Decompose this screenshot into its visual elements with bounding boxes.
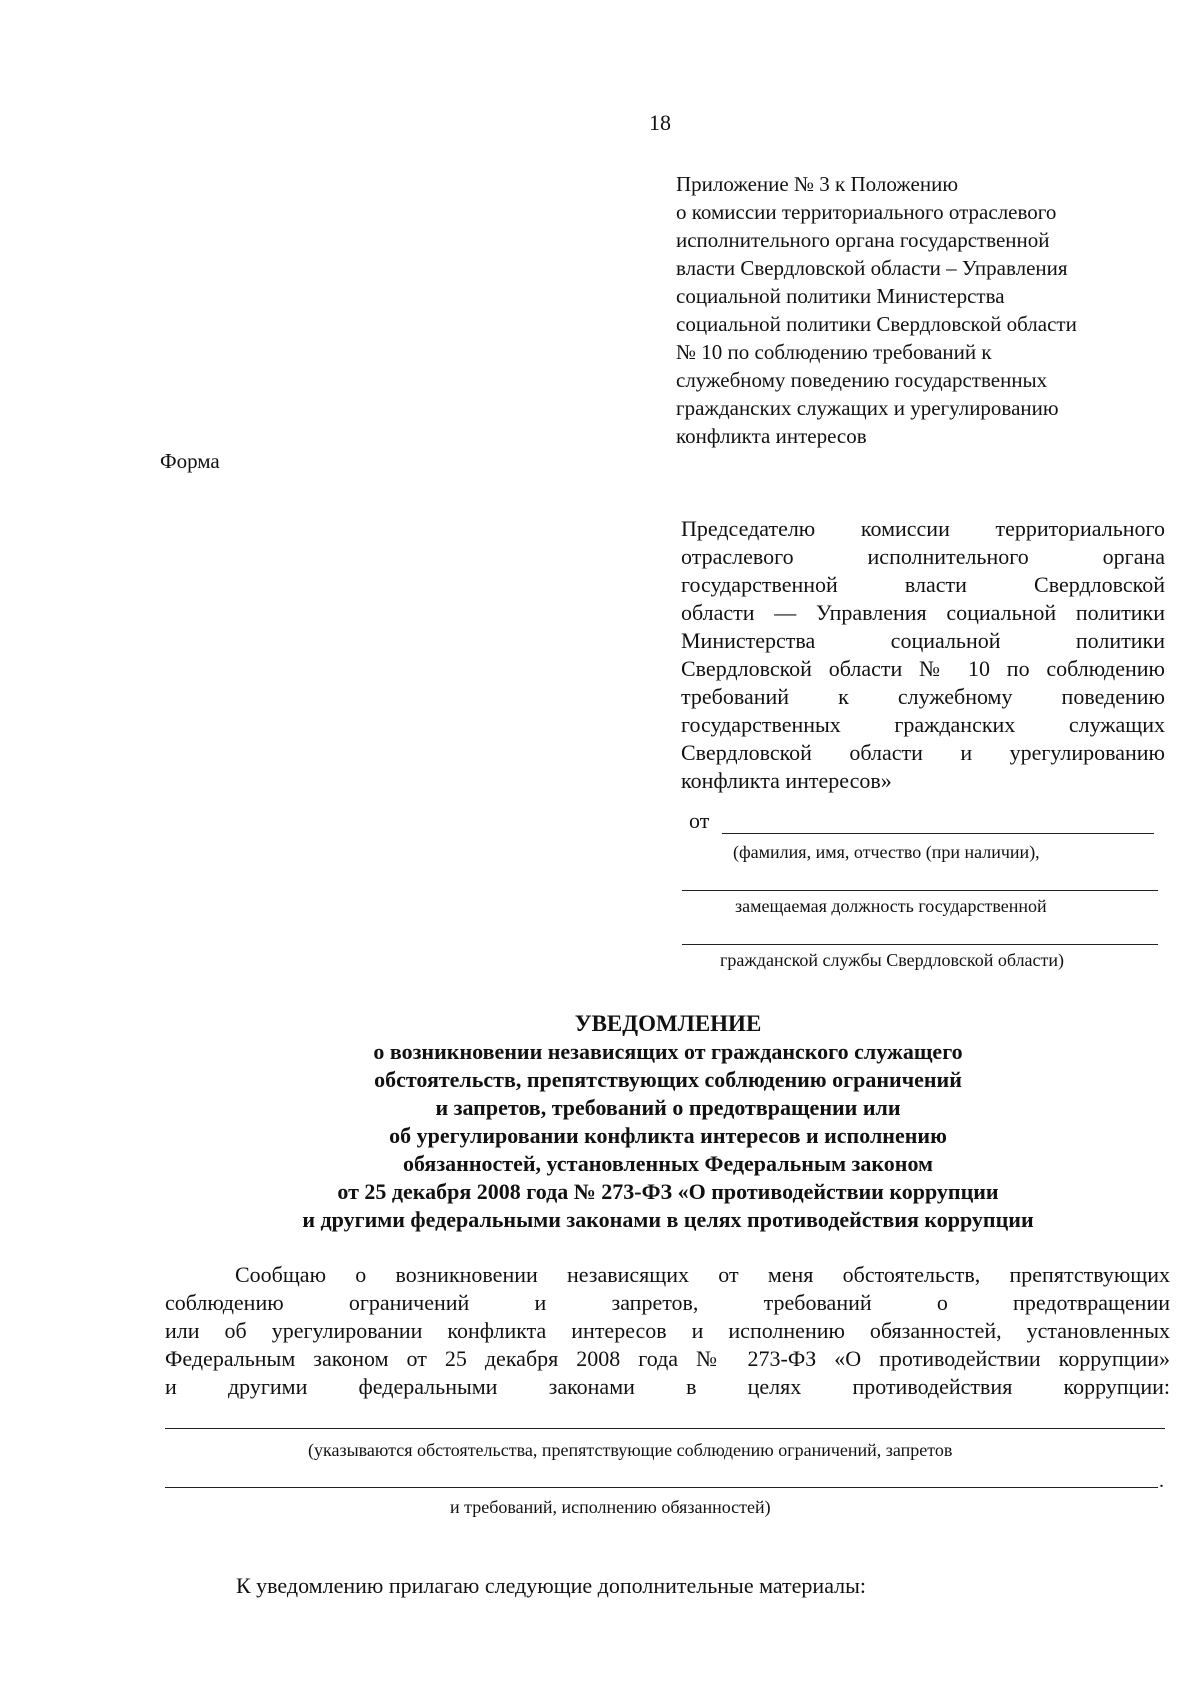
notice-subtitle-line: и запретов, требований о предотвращении или	[435, 1095, 901, 1120]
appendix-line: Приложение № 3 к Положению	[676, 172, 959, 196]
appendix-line: гражданских служащих и урегулированию	[676, 396, 1059, 420]
appendix-line: власти Свердловской области – Управления	[676, 256, 1068, 280]
addressee-line: Министерства социальной политики	[681, 628, 1165, 653]
notice-body	[165, 1261, 1170, 1401]
addressee-line: государственной власти Свердловской	[681, 572, 1165, 597]
notice-title-block	[150, 1010, 1186, 1234]
body-line: Сообщаю о возникновении независящих от меня обстоятельств, препятствующих	[235, 1262, 1170, 1287]
notice-subtitle-line: от 25 декабря 2008 года № 273-ФЗ «О противодействии коррупции	[337, 1179, 999, 1204]
notice-subtitle-line: обязанностей, установленных Федеральным законом	[402, 1151, 934, 1176]
notice-subtitle-line: обстоятельств, препятствующих соблюдению ограничений	[374, 1067, 962, 1092]
notice-title: УВЕДОМЛЕНИЕ	[574, 1011, 762, 1036]
circumstances-caption: (указываются обстоятельства, препятствующие соблюдению ограничений, запретов	[308, 1440, 953, 1460]
notice-subtitle-line: об урегулировании конфликта интересов и исполнению	[389, 1123, 947, 1148]
form-label: Форма	[160, 449, 220, 473]
appendix-header	[676, 170, 1156, 450]
body-line: соблюдению ограничений и запретов, требований о предотвращении	[165, 1290, 1170, 1315]
addressee-line: конфликта интересов»	[681, 768, 892, 793]
addressee-line: отраслевого исполнительного органа	[681, 544, 1165, 569]
notice-subtitle-line: о возникновении независящих от гражданского служащего	[373, 1039, 963, 1064]
fullname-caption: (фамилия, имя, отчество (при наличии),	[733, 842, 1040, 862]
position-field-line[interactable]	[682, 890, 1158, 891]
body-line: или об урегулировании конфликта интересов и исполнению обязанностей, установленных	[165, 1318, 1170, 1343]
civil-service-field-line[interactable]	[682, 944, 1158, 945]
appendix-line: социальной политики Министерства	[676, 284, 1005, 308]
addressee-line: требований к служебному поведению	[681, 684, 1165, 709]
addressee-line: Свердловской области и урегулированию	[681, 740, 1165, 765]
appendix-line: социальной политики Свердловской области	[676, 312, 1077, 336]
circumstances-field-line-2[interactable]	[165, 1487, 1158, 1488]
addressee-line: области — Управления социальной политики	[681, 600, 1165, 625]
attachments-text: К уведомлению прилагаю следующие дополнительные материалы:	[236, 1573, 867, 1598]
appendix-line: № 10 по соблюдению требований к	[676, 340, 992, 364]
appendix-line: исполнительного органа государственной	[676, 228, 1050, 252]
addressee-block	[681, 515, 1165, 795]
field-end-period: .	[1159, 1470, 1164, 1492]
addressee-line: Председателю комиссии территориального	[681, 516, 1165, 541]
notice-subtitle-line: и другими федеральными законами в целях противодействия коррупции	[302, 1207, 1034, 1232]
appendix-line: о комиссии территориального отраслевого	[676, 200, 1057, 224]
body-line: Федеральным законом от 25 декабря 2008 года № 273-ФЗ «О противодействии коррупции»	[165, 1346, 1170, 1371]
circumstances-field-line[interactable]	[165, 1428, 1165, 1429]
civil-service-caption: гражданской службы Свердловской области)	[720, 950, 1065, 970]
appendix-line: конфликта интересов	[676, 424, 867, 448]
from-label: от	[689, 808, 710, 833]
addressee-line: государственных гражданских служащих	[681, 712, 1165, 737]
page-number: 18	[649, 110, 671, 135]
fullname-field-line[interactable]	[722, 833, 1154, 834]
appendix-line: служебному поведению государственных	[676, 368, 1048, 392]
requirements-caption: и требований, исполнению обязанностей)	[450, 1497, 771, 1517]
body-line: и другими федеральными законами в целях противодействия коррупции:	[165, 1374, 1170, 1399]
addressee-line: Свердловской области № 10 по соблюдению	[681, 656, 1165, 681]
position-caption: замещаемая должность государственной	[735, 896, 1047, 916]
